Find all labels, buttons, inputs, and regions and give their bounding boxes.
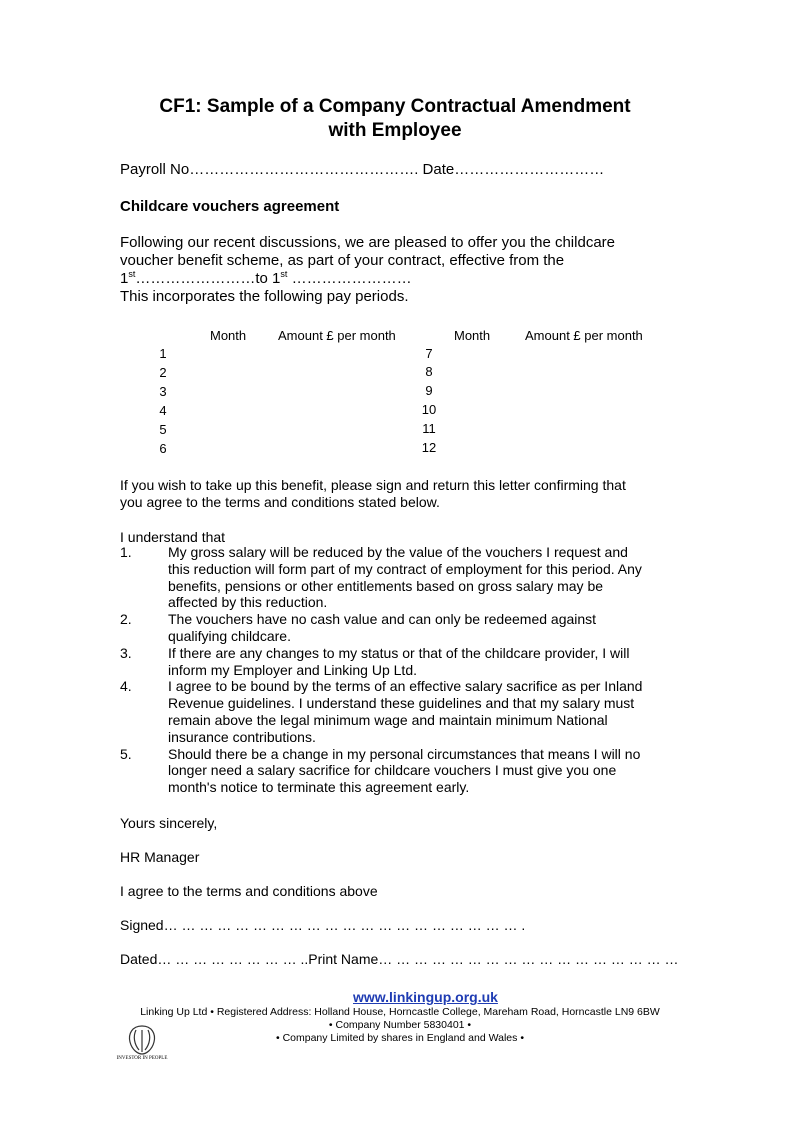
month-right-10: 10 [421,402,437,417]
list-item: 5. Should there be a change in my personal circumstances that means I will no longer need a salary sacrifice for childcare vouchers I must give you one month's notice to terminate this agreement early. [120,745,641,796]
month-right-9: 9 [425,383,433,398]
payroll-date-line: Payroll No………………………………………. Date………………………… [120,161,605,178]
month-left-2: 2 [159,365,167,380]
agree-line: I agree to the terms and conditions above [120,883,378,899]
logo-caption: INVESTOR IN PEOPLE [116,1056,168,1061]
signed-line: Signed… … … … … … … … … … … … … … … … … … … … . [120,917,526,933]
month-right-11: 11 [422,421,436,436]
dated-print-name-line: Dated… … … … … … … … ..Print Name… … … … … … … … … … … … … … … … … [120,951,679,967]
intro-line-2: voucher benefit scheme, as part of your contract, effective from the [120,252,565,269]
month-right-8: 8 [425,364,433,379]
closing-sincerely: Yours sincerely, [120,815,218,831]
month-left-4: 4 [159,403,167,418]
list-item: 1. My gross salary will be reduced by the value of the vouchers I request and this reduction will form part of my contract of employment for this period. Any benefits, pensions or other entitlements based on gross salary may be affected by this reduction. [120,544,642,611]
confirm-line-2: you agree to the terms and conditions stated below. [120,494,440,510]
section-heading: Childcare vouchers agreement [120,198,340,215]
intro-line-1: Following our recent discussions, we are pleased to offer you the childcare [120,234,615,251]
list-item: 3. If there are any changes to my status or that of the childcare provider, I will inform my Employer and Linking Up Ltd. [120,644,630,678]
footer-address: Linking Up Ltd • Registered Address: Holland House, Horncastle College, Mareham Road, Horncastle LN9 6BW [140,1006,660,1018]
month-left-6: 6 [159,441,167,456]
col-month-left-header: Month [210,328,247,343]
document-title [100,95,690,143]
col-amount-right-header: Amount £ per month [525,328,643,343]
month-right-7: 7 [425,346,433,361]
col-amount-left-header: Amount £ per month [278,328,396,343]
month-right-12: 12 [421,440,437,455]
hr-manager: HR Manager [120,849,200,865]
intro-line-3: 1st……………………to 1st …………………… [120,269,412,287]
month-left-3: 3 [159,384,167,399]
confirm-paragraph [120,477,660,511]
month-left-1: 1 [159,346,167,361]
footer-limited: • Company Limited by shares in England and Wales • [275,1032,524,1044]
col-month-right-header: Month [454,328,491,343]
confirm-line-1: If you wish to take up this benefit, please sign and return this letter confirming that [120,477,626,493]
title-line-1: CF1: Sample of a Company Contractual Amendment [159,96,631,117]
intro-line-4: This incorporates the following pay periods. [120,288,409,305]
intro-paragraph [120,234,660,306]
list-item: 2. The vouchers have no cash value and can only be redeemed against qualifying childcare. [120,611,597,644]
understand-heading: I understand that [120,529,226,545]
footer-company-number: • Company Number 5830401 • [328,1019,472,1031]
website-link[interactable]: www.linkingup.org.uk [353,989,498,1005]
terms-list [120,544,680,796]
title-line-2: with Employee [328,120,462,141]
list-item: 4. I agree to be bound by the terms of an effective salary sacrifice as per Inland Revenue guidelines. I understand these guidelines and that my salary must remain above the legal minimum wage and maintain minimum National insurance contributions. [120,678,643,745]
month-left-5: 5 [159,422,167,437]
